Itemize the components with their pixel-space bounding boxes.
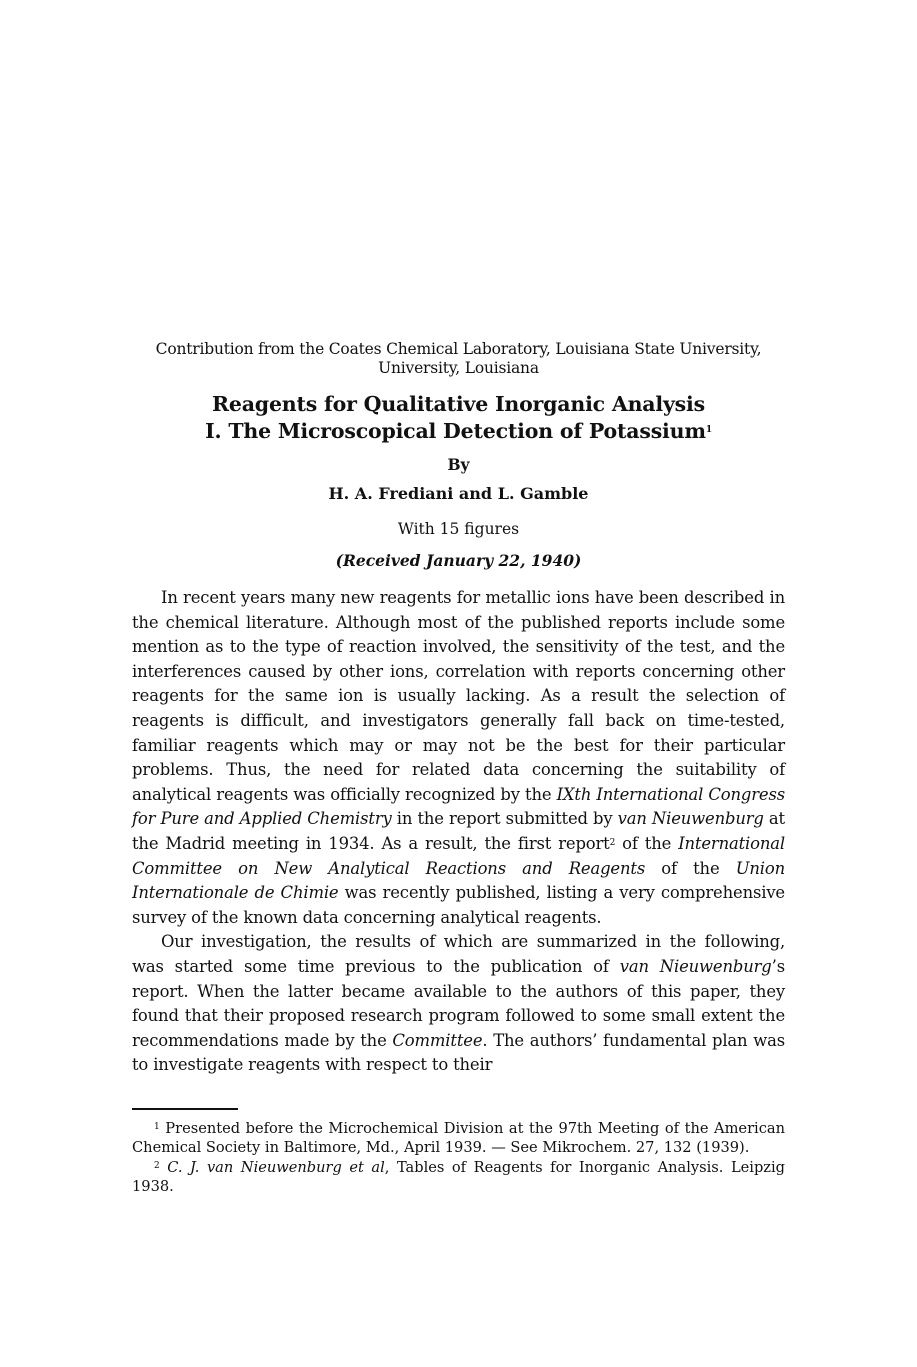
text: In recent years many new reagents for metallic ions have been described in the chemical literature. Although most of the published reports include some mention as to the type of reaction involved, the sensitivity of the test, and the interferences caused by other ions, correlation with reports concerning other reagents for the same ion is usually lacking. As a result the selection of reagents is difficult, and investigators generally fall back on time-tested, familiar reagents which may or may not be the best for their particular problems. Thus, the need for related data concerning the suitability of analytical reagents was officially recognized by the: [132, 588, 785, 804]
text: of the: [645, 858, 736, 878]
footnote-mark: 1: [154, 1122, 160, 1132]
paper-title: [0, 391, 917, 445]
paragraph-2: [132, 930, 785, 1078]
footnote-ref-2: 2: [609, 837, 616, 848]
footnote-text: , Tables of Reagents for Inorganic Analysis. Leipzig 1938.: [132, 1158, 785, 1195]
italic-text: van Nieuwenburg: [617, 809, 764, 829]
by-label: By: [447, 455, 470, 474]
body-text: [132, 586, 785, 1078]
title-line-2: [0, 418, 917, 445]
italic-text: van Nieuwenburg: [619, 956, 772, 976]
text: at the Madrid meeting in 1934. As a result, the first report: [132, 809, 785, 853]
text: ’s report. When the latter became available to the authors of this paper, they found that their proposed research program followed to some small extent the recommendations made by the: [132, 956, 785, 1050]
footnote-mark: 2: [154, 1160, 160, 1171]
footnote-text: Presented before the Microchemical Division at the 97th Meeting of the American Chemical Society in Baltimore, Md., April 1939. — See Mikrochem. 27, 132 (1939).: [132, 1120, 785, 1157]
title-line-2-text: I. The Microscopical Detection of Potassium: [205, 419, 706, 443]
text: of the: [615, 833, 679, 853]
affiliation-line-2: University, Louisiana: [378, 359, 539, 377]
footnote-divider: [132, 1108, 238, 1110]
text: . The authors’ fundamental plan was to investigate reagents with respect to their: [132, 1030, 785, 1075]
italic-text: IXth International Congress for Pure and Applied Chemistry: [132, 784, 785, 829]
italic-text: International Committee on New Analytical Reactions and Reagents: [132, 833, 785, 878]
authors: H. A. Frediani and L. Gamble: [328, 484, 589, 503]
footnotes: [132, 1119, 785, 1196]
text: Our investigation, the results of which are summarized in the following, was started some time previous to the publication of: [132, 932, 785, 976]
italic-text: Committee: [392, 1030, 483, 1050]
footnote-italic-text: C. J. van Nieuwenburg et al: [159, 1158, 385, 1176]
received-date: (Received January 22, 1940): [335, 551, 582, 570]
title-line-1: Reagents for Qualitative Inorganic Analysis: [212, 392, 705, 416]
paragraph-1: [132, 586, 785, 930]
text: was recently published, listing a very comprehensive survey of the known data concerning analytical reagents.: [132, 883, 785, 927]
affiliation: [0, 340, 917, 378]
figure-count: With 15 figures: [397, 520, 520, 538]
italic-text: Union Internationale de Chimie: [132, 858, 785, 903]
footnote-ref-1: 1: [705, 425, 712, 435]
text: in the report submitted by: [391, 809, 618, 829]
affiliation-line-1: Contribution from the Coates Chemical Laboratory, Louisiana State University,: [155, 340, 762, 358]
footnote-1: [132, 1119, 785, 1158]
footnote-2: [132, 1158, 785, 1197]
